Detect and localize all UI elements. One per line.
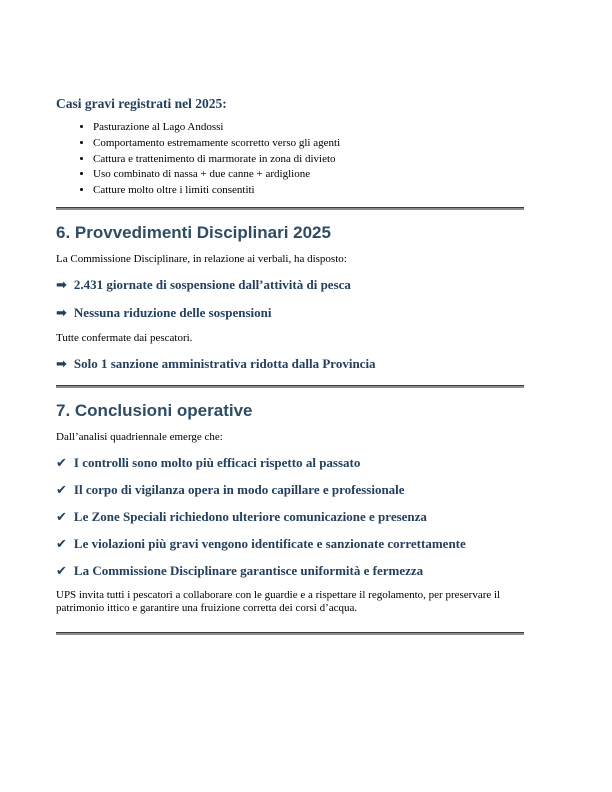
check-icon: ✔ xyxy=(56,482,67,498)
section-6-title: 6. Provvedimenti Disciplinari 2025 xyxy=(56,222,331,242)
closing-paragraph: UPS invita tutti i pescatori a collaborare con le guardie e a rispettare il regolamento, per preservare il patrimonio ittico e garantire una fruizione corretta dei corsi d’acqua. xyxy=(56,589,501,615)
list-item: • Comportamento estremamente scorretto verso gli agenti xyxy=(93,136,524,152)
conclusion-text: I controlli sono molto più efficaci rispetto al passato xyxy=(73,454,361,470)
conclusion-special-zones xyxy=(56,510,524,526)
statement-single-sanction xyxy=(56,357,524,373)
conclusion-commission xyxy=(56,564,524,580)
list-item: • Catture molto oltre i limiti consentiti xyxy=(93,183,524,199)
conclusion-text: Le violazioni più gravi vengono identificate e sanzionate correttamente xyxy=(73,535,466,551)
list-item: • Cattura e trattenimento di marmorate in zona di divieto xyxy=(93,152,524,168)
conclusion-vigilance xyxy=(56,483,524,499)
serious-cases-heading: Casi gravi registrati nel 2025: xyxy=(56,96,227,111)
conclusion-text: La Commissione Disciplinare garantisce uniformità e fermezza xyxy=(73,562,424,578)
section-6-lead: La Commissione Disciplinare, in relazione ai verbali, ha disposto: xyxy=(56,252,347,265)
check-icon: ✔ xyxy=(56,455,67,471)
check-icon: ✔ xyxy=(56,509,67,525)
conclusion-violations xyxy=(56,537,524,553)
statement-text: Solo 1 sanzione amministrativa ridotta dalla Provincia xyxy=(73,356,376,372)
section-7-title: 7. Conclusioni operative xyxy=(56,400,253,420)
section-divider xyxy=(56,632,524,635)
section-divider xyxy=(56,207,524,210)
list-item: • Uso combinato di nassa + due canne + ardiglione xyxy=(93,167,524,183)
statement-no-reduction xyxy=(56,306,524,322)
serious-cases-list xyxy=(56,120,524,199)
statement-suspension-days xyxy=(56,278,524,294)
arrow-right-icon: ➡ xyxy=(56,305,67,321)
section-7-lead: Dall’analisi quadriennale emerge che: xyxy=(56,430,223,443)
conclusion-text: Il corpo di vigilanza opera in modo capillare e professionale xyxy=(73,481,405,497)
statement-text: 2.431 giornate di sospensione dall’attività di pesca xyxy=(73,277,351,293)
conclusion-controls xyxy=(56,456,524,472)
section-6-note: Tutte confermate dai pescatori. xyxy=(56,332,193,345)
check-icon: ✔ xyxy=(56,563,67,579)
section-divider xyxy=(56,385,524,388)
list-item: • Pasturazione al Lago Andossi xyxy=(93,120,524,136)
check-icon: ✔ xyxy=(56,536,67,552)
conclusion-text: Le Zone Speciali richiedono ulteriore comunicazione e presenza xyxy=(73,508,427,524)
statement-text: Nessuna riduzione delle sospensioni xyxy=(73,304,272,320)
arrow-right-icon: ➡ xyxy=(56,357,67,373)
arrow-right-icon: ➡ xyxy=(56,278,67,294)
